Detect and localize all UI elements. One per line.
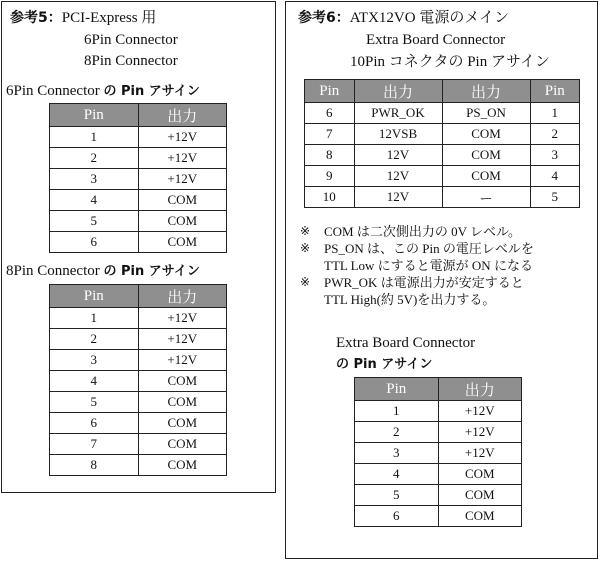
note-line: PWR_OK は電源出力が安定すると [324,275,524,290]
table-cell: ー [442,187,530,208]
table-cell: +12V [138,329,227,350]
table-cell: 3 [530,145,580,166]
8pin-table [49,284,227,476]
table-cell: +12V [438,422,522,443]
table-cell: 1 [50,127,139,148]
10pin-table [304,79,580,208]
table-cell: COM [138,413,227,434]
column-header: Pin [50,285,139,308]
table-row [355,401,522,422]
table-row [50,434,227,455]
table-cell: 10 [305,187,355,208]
table-cell: 6 [355,506,439,527]
table-row [50,392,227,413]
table-cell: +12V [138,350,227,371]
table-cell: 5 [50,392,139,413]
table-cell: 4 [50,371,139,392]
table-cell: 5 [355,485,439,506]
table-cell: 9 [305,166,355,187]
atx12vo-panel [285,1,598,559]
extra-heading-line-1: Extra Board Connector [336,335,476,351]
table-cell: COM [438,485,522,506]
table-cell: COM [138,371,227,392]
table-cell: COM [138,232,227,253]
column-header: 出力 [138,285,227,308]
table-header-row [50,104,227,127]
note-line: COM は二次側出力の 0V レベル。 [324,224,521,239]
table-cell: 4 [355,464,439,485]
table-row [50,211,227,232]
table-cell: +12V [138,148,227,169]
8pin-table-heading [6,261,200,282]
table-cell: +12V [138,169,227,190]
table-cell: 7 [305,124,355,145]
note-item [300,223,534,240]
table-row [50,413,227,434]
note-mark: ※ [300,224,311,238]
table-header-row [355,378,522,401]
table-cell: PS_ON [442,103,530,124]
table-row [50,169,227,190]
title-line-1: ATX12VO 電源のメイン [349,10,510,26]
note-text [324,240,534,274]
table-cell: 4 [530,166,580,187]
table-cell: COM [138,392,227,413]
column-header: 出力 [442,80,530,103]
6pin-table [49,103,227,253]
table-row [50,148,227,169]
title-line-3: 10Pin コネクタの Pin アサイン [350,54,550,70]
table-cell: 8 [305,145,355,166]
pci-express-panel [1,1,276,493]
table-cell: +12V [438,401,522,422]
table-cell: +12V [138,127,227,148]
table-header-row [50,285,227,308]
table-cell: 3 [355,443,439,464]
extra-heading-jp: の Pin アサイン [336,357,433,372]
ref-6-label: 参考6： [298,10,350,26]
column-header: Pin [530,80,580,103]
6pin-table-heading [6,81,200,102]
column-header: 出力 [354,80,442,103]
table-row [50,371,227,392]
table-row [50,190,227,211]
table-row [305,166,580,187]
table-cell: 6 [305,103,355,124]
title-line-2: 6Pin Connector [84,32,178,48]
table-row [50,232,227,253]
table-cell: 12V [354,166,442,187]
table-header-row [305,80,580,103]
table-cell: 2 [50,329,139,350]
table-cell: 2 [50,148,139,169]
table-cell: COM [442,166,530,187]
table-row [305,124,580,145]
column-header: Pin [50,104,139,127]
table-cell: 7 [50,434,139,455]
table-row [355,464,522,485]
table-cell: COM [438,506,522,527]
title-line-2: Extra Board Connector [366,32,506,48]
table-cell: 2 [355,422,439,443]
table-cell: 2 [530,124,580,145]
title-line-1: PCI-Express 用 [61,10,157,26]
table-cell: PWR_OK [354,103,442,124]
8pin-heading-jp: の Pin アサイン [103,264,200,279]
note-line: PS_ON は、この Pin の電圧レベルを [324,241,534,256]
note-mark: ※ [300,241,311,255]
note-line: TTL Low にすると電源が ON になる [324,258,533,273]
table-cell: COM [438,464,522,485]
table-row [50,308,227,329]
table-cell: +12V [438,443,522,464]
table-cell: 8 [50,455,139,476]
table-row [305,187,580,208]
column-header: 出力 [138,104,227,127]
table-cell: 1 [355,401,439,422]
pci-express-title [10,8,156,28]
table-cell: COM [442,145,530,166]
table-row [355,485,522,506]
ref-5-label: 参考5： [10,10,62,26]
column-header: 出力 [438,378,522,401]
table-cell: 5 [50,211,139,232]
table-row [305,145,580,166]
note-mark: ※ [300,275,311,289]
atx12vo-title [298,8,509,28]
note-text [324,274,524,308]
table-cell: COM [442,124,530,145]
note-item [300,274,534,308]
table-row [355,506,522,527]
table-cell: 3 [50,169,139,190]
table-row [355,422,522,443]
column-header: Pin [355,378,439,401]
6pin-heading-jp: の Pin アサイン [103,84,200,99]
table-cell: 3 [50,350,139,371]
table-cell: 5 [530,187,580,208]
table-cell: COM [138,434,227,455]
table-cell: 4 [50,190,139,211]
table-row [50,127,227,148]
table-cell: COM [138,190,227,211]
table-cell: 12VSB [354,124,442,145]
table-cell: +12V [138,308,227,329]
extra-heading-line-2 [336,354,432,375]
table-row [50,455,227,476]
6pin-heading-en: 6Pin Connector [6,83,100,99]
note-item [300,240,534,274]
table-cell: 1 [530,103,580,124]
notes [300,223,534,308]
note-text [324,223,521,240]
table-row [355,443,522,464]
table-cell: 6 [50,413,139,434]
table-row [50,329,227,350]
table-cell: 1 [50,308,139,329]
table-cell: 6 [50,232,139,253]
column-header: Pin [305,80,355,103]
8pin-heading-en: 8Pin Connector [6,263,100,279]
table-cell: 12V [354,187,442,208]
table-row [50,350,227,371]
note-line: TTL High(約 5V)を出力する。 [324,292,496,307]
table-cell: COM [138,455,227,476]
title-line-3: 8Pin Connector [84,53,178,69]
extra-board-table [354,377,522,527]
table-row [305,103,580,124]
table-cell: COM [138,211,227,232]
table-cell: 12V [354,145,442,166]
